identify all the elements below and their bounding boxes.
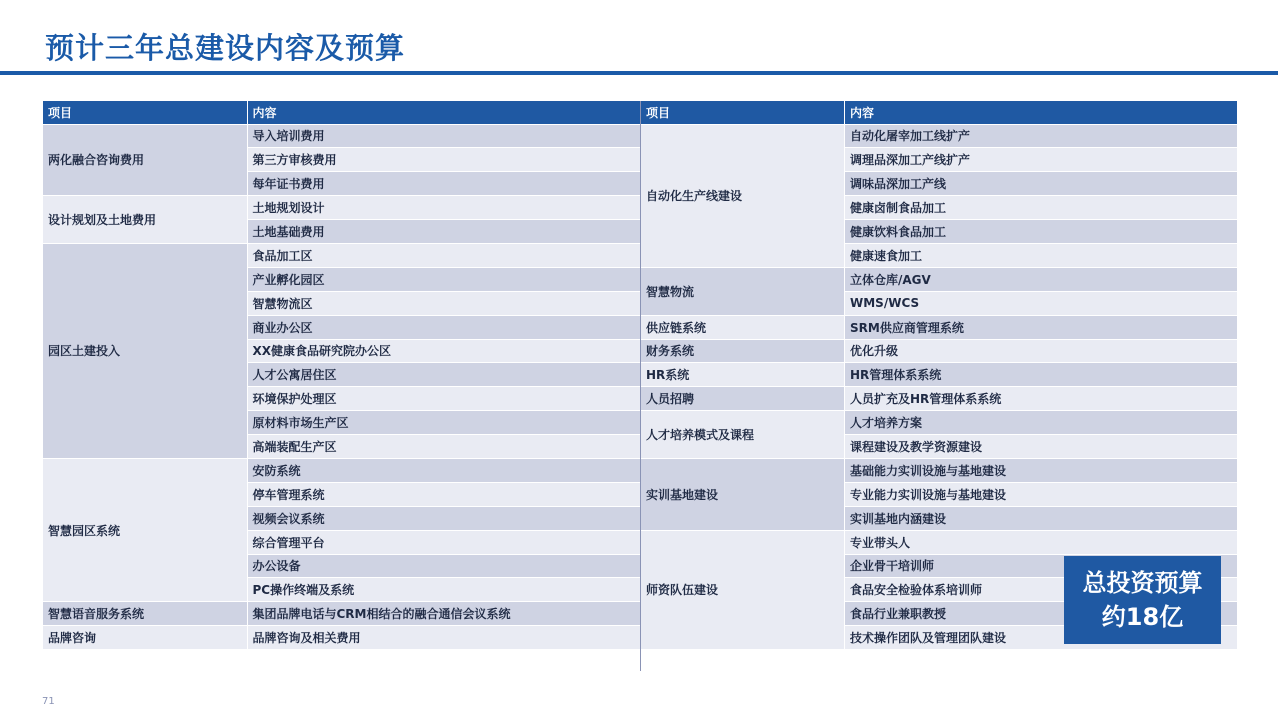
project-cell: 实训基地建设 <box>641 458 845 530</box>
table-header-row <box>641 101 1238 124</box>
content-cell: 集团品牌电话与CRM相结合的融合通信会议系统 <box>247 602 640 626</box>
content-cell: 专业带头人 <box>845 530 1238 554</box>
content-cell: 实训基地内涵建设 <box>845 506 1238 530</box>
project-cell: 人员招聘 <box>641 387 845 411</box>
content-cell: 基础能力实训设施与基地建设 <box>845 458 1238 482</box>
table-row <box>641 458 1238 482</box>
table-row <box>641 124 1238 148</box>
content-cell: 停车管理系统 <box>247 482 640 506</box>
content-cell: 人才培养方案 <box>845 411 1238 435</box>
table-row <box>43 196 640 220</box>
page-number: 71 <box>42 696 55 707</box>
content-cell: 健康速食加工 <box>845 243 1238 267</box>
project-cell: 园区土建投入 <box>43 243 247 458</box>
header-item: 项目 <box>641 101 845 124</box>
project-cell: 智慧语音服务系统 <box>43 602 247 626</box>
content-cell: 视频会议系统 <box>247 506 640 530</box>
content-cell: 健康卤制食品加工 <box>845 196 1238 220</box>
project-cell: 智慧物流 <box>641 267 845 315</box>
table-divider <box>640 101 641 671</box>
content-cell: 技术操作团队及管理团队建设 <box>845 626 1238 650</box>
content-cell: 健康饮料食品加工 <box>845 220 1238 244</box>
content-cell: WMS/WCS <box>845 291 1238 315</box>
content-cell: 食品安全检验体系培训师 <box>845 578 1238 602</box>
content-cell: 自动化屠宰加工线扩产 <box>845 124 1238 148</box>
content-cell: 综合管理平台 <box>247 530 640 554</box>
table-row <box>641 363 1238 387</box>
content-cell: 立体仓库/AGV <box>845 267 1238 291</box>
table-row <box>641 315 1238 339</box>
budget-table-left <box>43 101 641 650</box>
project-cell: 供应链系统 <box>641 315 845 339</box>
content-cell: 第三方审核费用 <box>247 148 640 172</box>
content-cell: 企业骨干培训师 <box>845 554 1238 578</box>
table-row <box>641 387 1238 411</box>
content-cell: HR管理体系系统 <box>845 363 1238 387</box>
content-cell: 土地规划设计 <box>247 196 640 220</box>
content-cell: 优化升级 <box>845 339 1238 363</box>
content-cell: 产业孵化园区 <box>247 267 640 291</box>
content-cell: 人才公寓居住区 <box>247 363 640 387</box>
table-header-row <box>43 101 640 124</box>
content-cell: 品牌咨询及相关费用 <box>247 626 640 650</box>
project-cell: 智慧园区系统 <box>43 458 247 601</box>
content-cell: 人员扩充及HR管理体系系统 <box>845 387 1238 411</box>
badge-line-1: 总投资预算 <box>1082 569 1203 597</box>
project-cell: 设计规划及土地费用 <box>43 196 247 244</box>
content-cell: 调味品深加工产线 <box>845 172 1238 196</box>
project-cell: 自动化生产线建设 <box>641 124 845 267</box>
content-cell: 课程建设及教学资源建设 <box>845 435 1238 459</box>
content-cell: 专业能力实训设施与基地建设 <box>845 482 1238 506</box>
content-cell: 导入培训费用 <box>247 124 640 148</box>
content-cell: SRM供应商管理系统 <box>845 315 1238 339</box>
content-cell: 办公设备 <box>247 554 640 578</box>
content-cell: 安防系统 <box>247 458 640 482</box>
content-cell: 食品加工区 <box>247 243 640 267</box>
table-row <box>641 267 1238 291</box>
project-cell: 品牌咨询 <box>43 626 247 650</box>
table-row <box>43 602 640 626</box>
content-cell: PC操作终端及系统 <box>247 578 640 602</box>
content-cell: 原材料市场生产区 <box>247 411 640 435</box>
table-row <box>43 626 640 650</box>
content-cell: 高端装配生产区 <box>247 435 640 459</box>
header-content: 内容 <box>247 101 640 124</box>
title-underline <box>0 71 1278 75</box>
project-cell: 人才培养模式及课程 <box>641 411 845 459</box>
project-cell: 两化融合咨询费用 <box>43 124 247 196</box>
table-row <box>641 339 1238 363</box>
content-cell: 调理品深加工产线扩产 <box>845 148 1238 172</box>
project-cell: HR系统 <box>641 363 845 387</box>
table-row <box>43 243 640 267</box>
content-cell: 每年证书费用 <box>247 172 640 196</box>
table-body-left <box>43 124 640 650</box>
table-row <box>641 530 1238 554</box>
page-title: 预计三年总建设内容及预算 <box>45 31 406 65</box>
header-item: 项目 <box>43 101 247 124</box>
header-content: 内容 <box>845 101 1238 124</box>
content-cell: XX健康食品研究院办公区 <box>247 339 640 363</box>
project-cell: 师资队伍建设 <box>641 530 845 649</box>
content-cell: 商业办公区 <box>247 315 640 339</box>
content-cell: 环境保护处理区 <box>247 387 640 411</box>
table-row <box>43 458 640 482</box>
content-cell: 食品行业兼职教授 <box>845 602 1238 626</box>
badge-line-2: 约18亿 <box>1101 603 1184 631</box>
table-row <box>43 124 640 148</box>
content-cell: 智慧物流区 <box>247 291 640 315</box>
table-row <box>641 411 1238 435</box>
content-cell: 土地基础费用 <box>247 220 640 244</box>
project-cell: 财务系统 <box>641 339 845 363</box>
total-budget-badge <box>1064 556 1221 644</box>
